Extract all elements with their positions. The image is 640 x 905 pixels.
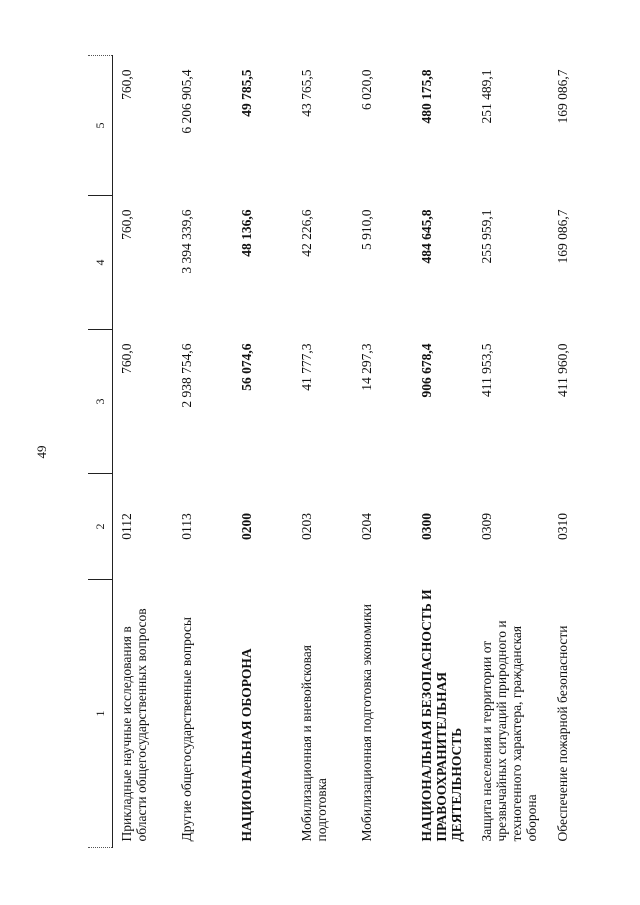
row-value-3: 14 297,3 (359, 343, 374, 391)
row-value-5: 49 785,5 (239, 69, 254, 117)
row-name: Прикладные научные исследования в области общегосударственных вопросов (119, 608, 149, 842)
row-value-4: 169 086,7 (555, 209, 570, 264)
row-value-5: 169 086,7 (555, 69, 570, 124)
row-code: 0200 (239, 513, 254, 540)
row-value-5: 251 489,1 (479, 69, 494, 124)
table-row (113, 56, 174, 848)
page-number: 49 (34, 445, 49, 459)
row-value-3: 411 953,5 (479, 343, 494, 397)
budget-table-rotated (88, 56, 570, 848)
row-value-3: 906 678,4 (419, 343, 434, 398)
column-header-5: 5 (88, 56, 113, 196)
column-header-2: 2 (88, 474, 113, 580)
row-name: НАЦИОНАЛЬНАЯ БЕЗОПАСНОСТЬ И ПРАВООХРАНИТЕЛЬНАЯ ДЕЯТЕЛЬНОСТЬ (419, 589, 464, 842)
table-row (549, 56, 609, 848)
row-code: 0203 (299, 513, 314, 540)
row-value-4: 484 645,8 (419, 209, 434, 264)
table-row (413, 56, 473, 848)
column-header-1: 1 (88, 580, 113, 848)
row-code: 0309 (479, 513, 494, 540)
table-row (173, 56, 233, 848)
row-code: 0204 (359, 513, 374, 540)
row-value-4: 42 226,6 (299, 209, 314, 257)
row-value-3: 41 777,3 (299, 343, 314, 391)
table-row (353, 56, 413, 848)
row-name: Мобилизационная подготовка экономики (359, 603, 374, 842)
row-name: Другие общегосударственные вопросы (179, 617, 194, 842)
row-code: 0310 (555, 513, 570, 540)
row-value-3: 2 938 754,6 (179, 343, 194, 408)
column-header-4: 4 (88, 196, 113, 330)
row-name: Мобилизационная и вневойсковая подготовка (299, 645, 329, 842)
budget-table (88, 55, 609, 848)
table-row (233, 56, 293, 848)
row-value-5: 6 020,0 (359, 69, 374, 110)
row-name: НАЦИОНАЛЬНАЯ ОБОРОНА (239, 648, 254, 842)
row-value-5: 6 206 905,4 (179, 69, 194, 134)
row-name: Обеспечение пожарной безопасности (555, 625, 570, 842)
row-value-4: 5 910,0 (359, 209, 374, 250)
table-header-row (88, 56, 113, 848)
table-row (473, 56, 549, 848)
row-value-3: 760,0 (119, 343, 134, 374)
row-code: 0112 (119, 513, 134, 540)
column-header-3: 3 (88, 330, 113, 474)
row-value-4: 255 959,1 (479, 209, 494, 264)
row-value-4: 3 394 339,6 (179, 209, 194, 274)
row-value-5: 760,0 (119, 69, 134, 100)
row-value-3: 56 074,6 (239, 343, 254, 391)
row-name: Защита населения и территории от чрезвычайных ситуаций природного и техногенного характера, гражданская оборона (479, 620, 539, 842)
row-value-5: 43 765,5 (299, 69, 314, 117)
table-row (293, 56, 353, 848)
row-code: 0300 (419, 513, 434, 540)
row-value-4: 760,0 (119, 209, 134, 240)
row-code: 0113 (179, 513, 194, 540)
row-value-4: 48 136,6 (239, 209, 254, 257)
row-value-3: 411 960,0 (555, 343, 570, 397)
row-value-5: 480 175,8 (419, 69, 434, 124)
